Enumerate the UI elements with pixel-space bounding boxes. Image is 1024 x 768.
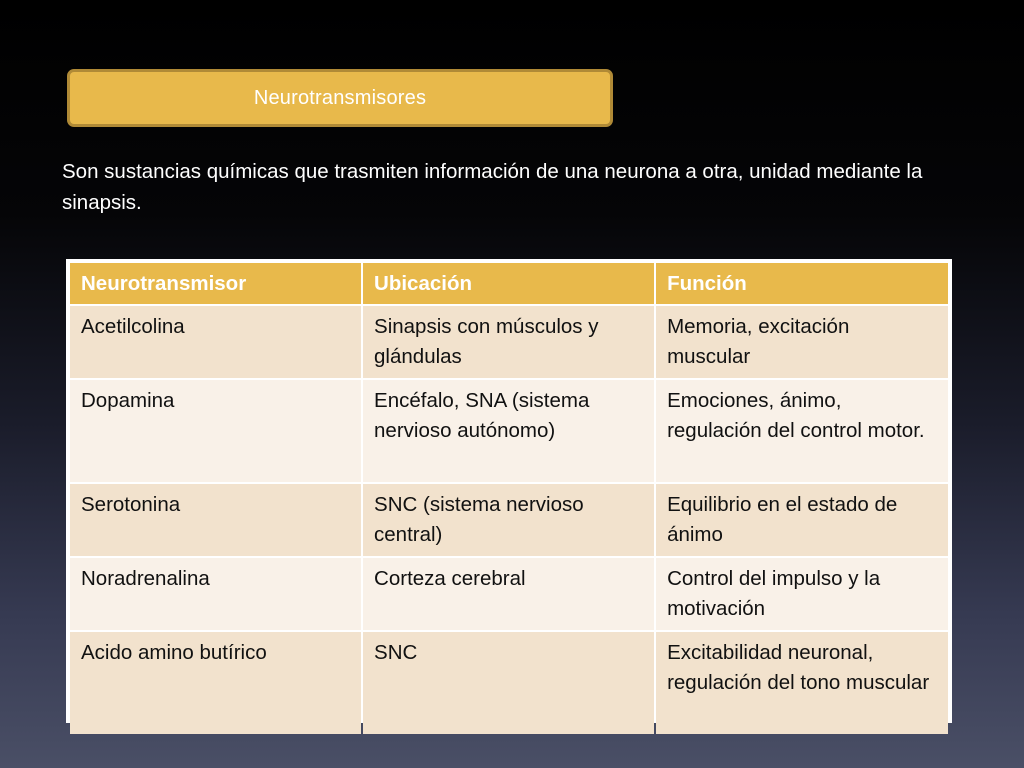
cell-neurotransmisor: Serotonina bbox=[70, 484, 361, 556]
intro-paragraph: Son sustancias químicas que trasmiten información de una neurona a otra, unidad mediante la sinapsis. bbox=[62, 160, 923, 214]
table-row bbox=[70, 380, 948, 482]
cell-ubicacion: Sinapsis con músculos y glándulas bbox=[363, 306, 654, 378]
cell-neurotransmisor: Acetilcolina bbox=[70, 306, 361, 378]
slide-title-box bbox=[67, 69, 613, 127]
cell-neurotransmisor: Noradrenalina bbox=[70, 558, 361, 630]
cell-funcion: Emociones, ánimo, regulación del control motor. bbox=[656, 380, 948, 482]
cell-funcion: Control del impulso y la motivación bbox=[656, 558, 948, 630]
cell-ubicacion: Corteza cerebral bbox=[363, 558, 654, 630]
cell-ubicacion: Encéfalo, SNA (sistema nervioso autónomo) bbox=[363, 380, 654, 482]
header-ubicacion: Ubicación bbox=[363, 263, 654, 304]
cell-neurotransmisor: Acido amino butírico bbox=[70, 632, 361, 734]
header-funcion: Función bbox=[656, 263, 948, 304]
slide-title: Neurotransmisores bbox=[253, 86, 427, 109]
neurotransmitter-table-container bbox=[66, 259, 952, 723]
table-row bbox=[70, 632, 948, 734]
neurotransmitter-table bbox=[68, 261, 950, 736]
cell-ubicacion: SNC bbox=[363, 632, 654, 734]
cell-neurotransmisor: Dopamina bbox=[70, 380, 361, 482]
cell-funcion: Excitabilidad neuronal, regulación del tono muscular bbox=[656, 632, 948, 734]
cell-funcion: Memoria, excitación muscular bbox=[656, 306, 948, 378]
header-neurotransmisor: Neurotransmisor bbox=[70, 263, 361, 304]
cell-funcion: Equilibrio en el estado de ánimo bbox=[656, 484, 948, 556]
table-header-row bbox=[70, 263, 948, 304]
cell-ubicacion: SNC (sistema nervioso central) bbox=[363, 484, 654, 556]
table-row bbox=[70, 306, 948, 378]
table-row bbox=[70, 558, 948, 630]
table-row bbox=[70, 484, 948, 556]
